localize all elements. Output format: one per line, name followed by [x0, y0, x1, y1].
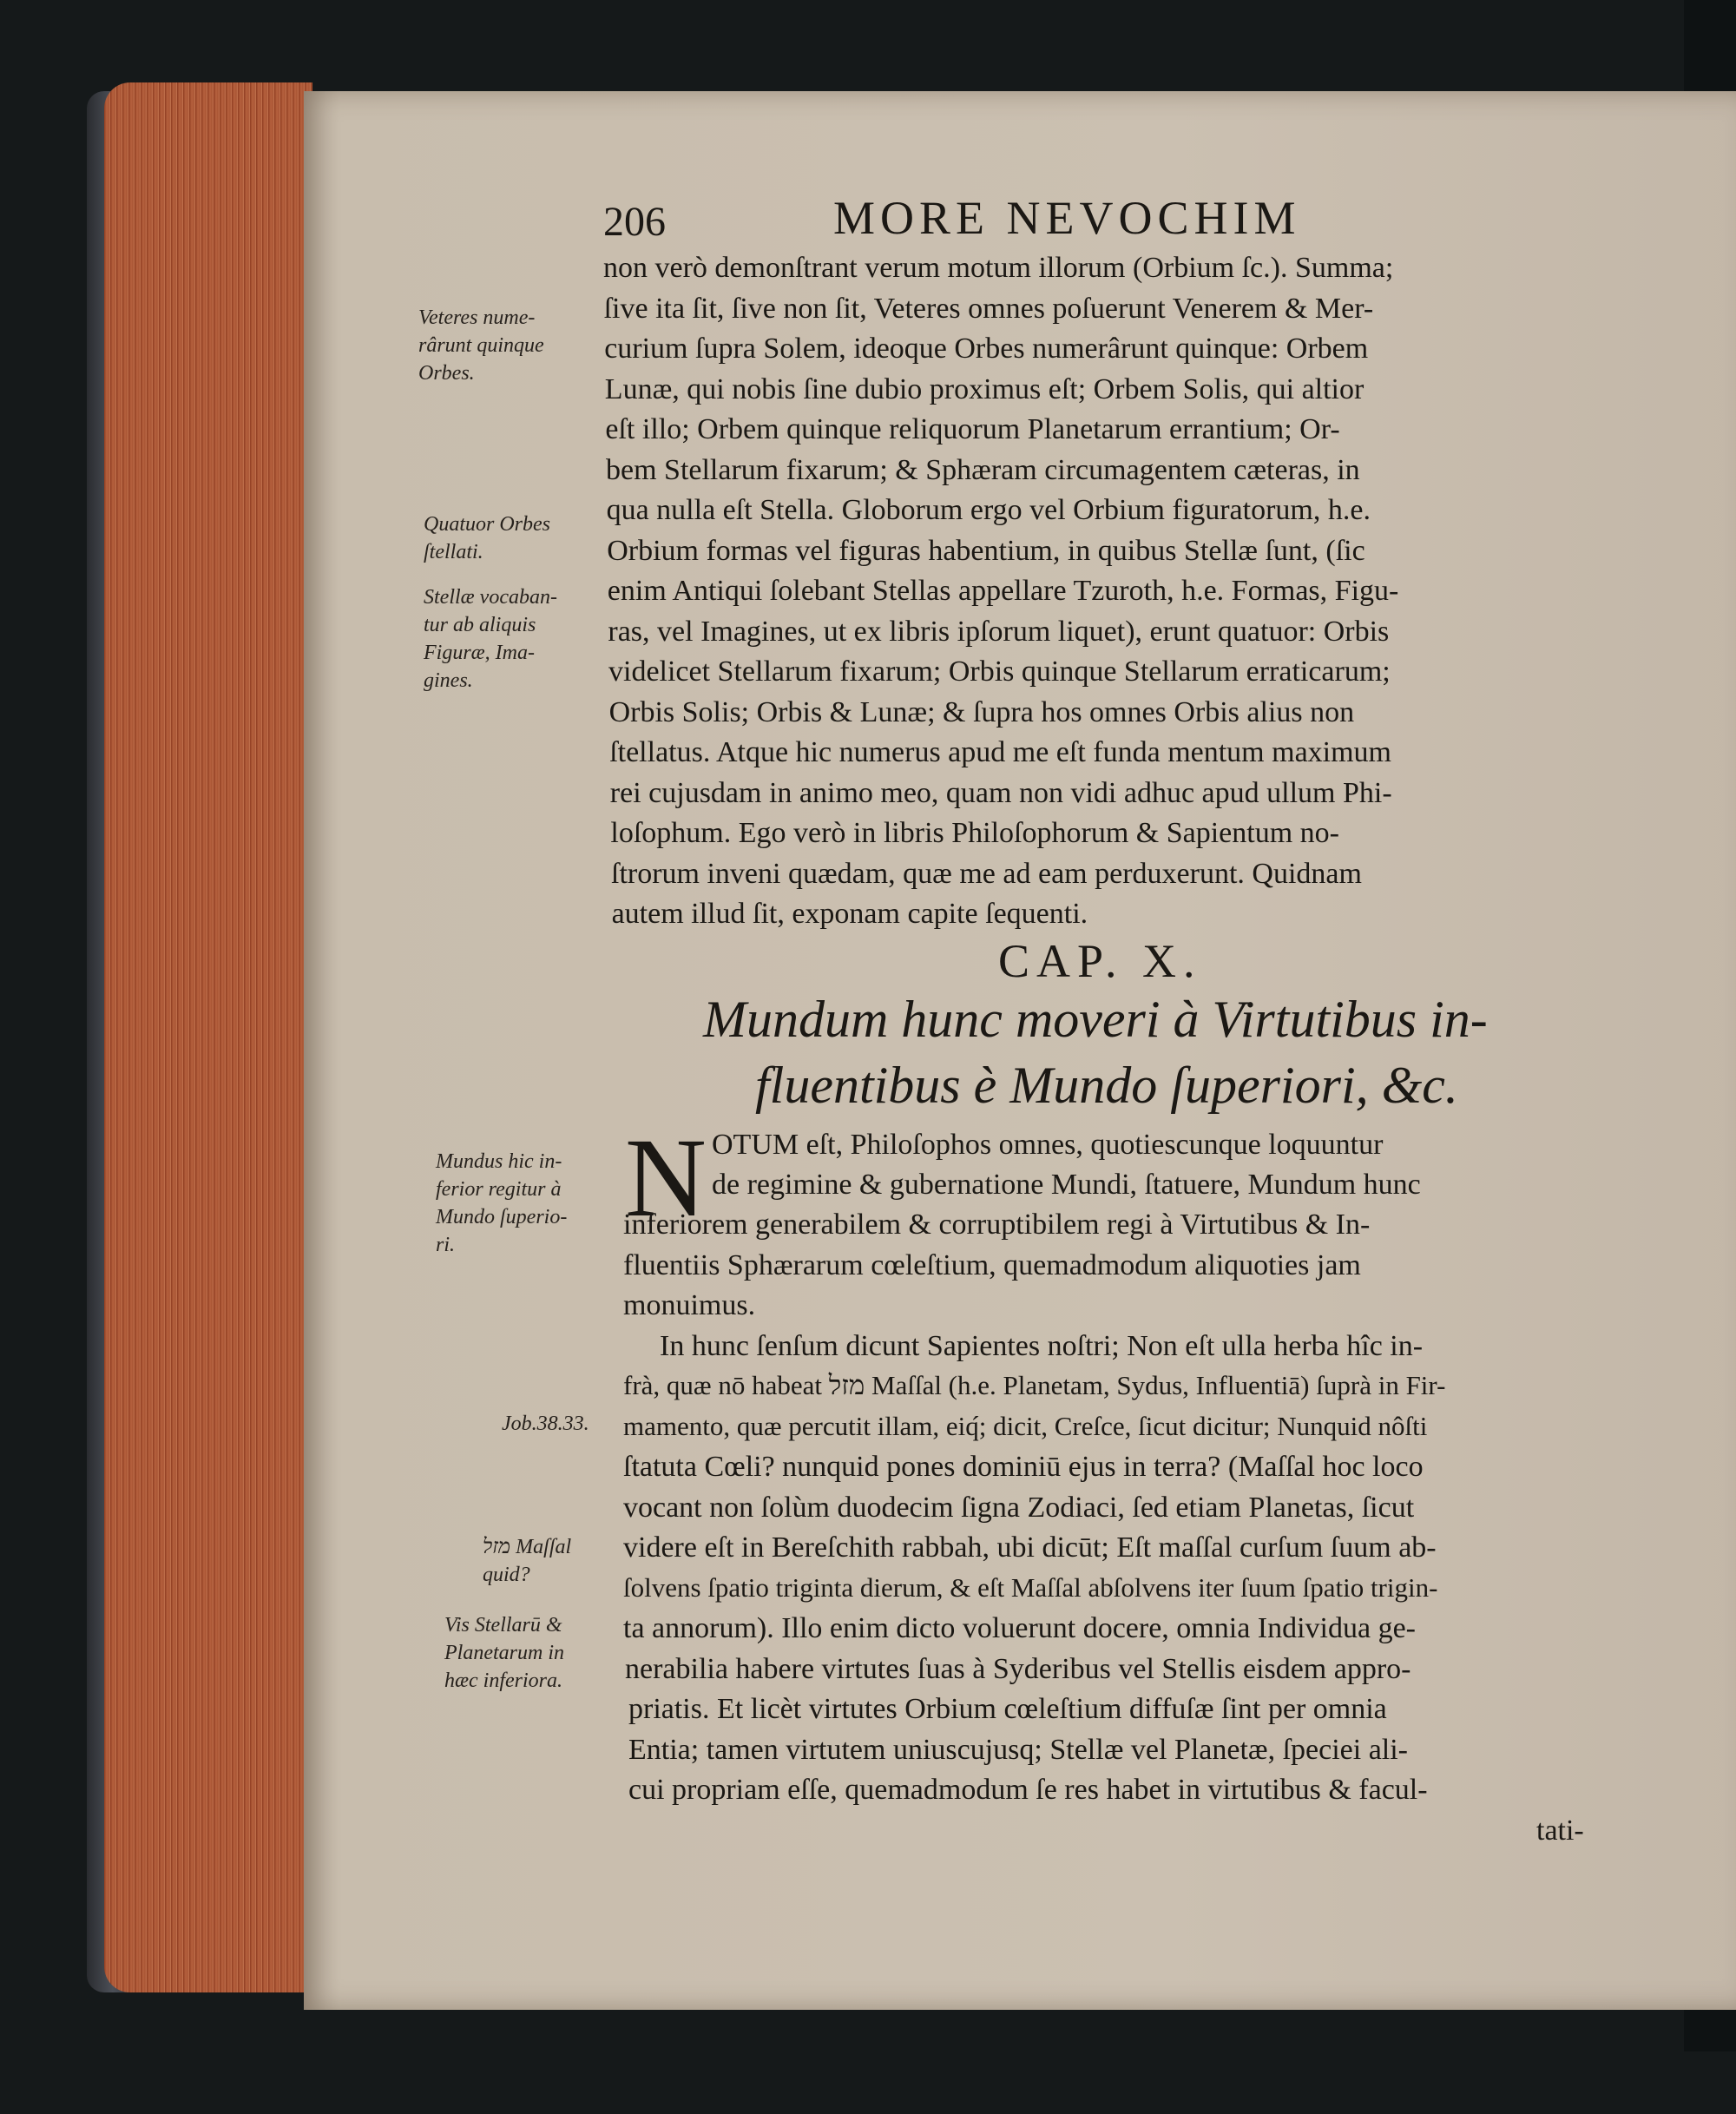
body-line: priatis. Et licèt virtutes Orbium cœleſtium diffuſæ ſint per omnia — [628, 1693, 1387, 1725]
body-line: ſolvens ſpatio triginta dierum, & eſt Maſſal abſolvens iter ſuum ſpatio trigin- — [623, 1571, 1438, 1603]
body-line: bem Stellarum fixarum; & Sphæram circumagentem cæteras, in — [606, 453, 1360, 486]
margin-note — [424, 510, 550, 566]
body-line: eſt illo; Orbem quinque reliquorum Planetarum errantium; Or- — [605, 413, 1340, 445]
margin-note-line: Stellæ vocaban- — [424, 586, 557, 609]
margin-note-line: ferior regitur à — [436, 1178, 562, 1201]
margin-note — [502, 1410, 589, 1438]
margin-note-line: rârunt quinque — [418, 334, 544, 357]
page-number: 206 — [603, 199, 666, 245]
body-line: autem illud ſit, exponam capite ſequenti. — [611, 898, 1088, 930]
margin-note-line: Mundus hic in- — [436, 1150, 562, 1173]
drop-capital: N — [625, 1116, 707, 1241]
chapter-title-line-2: fluentibus è Mundo ſuperiori, &c. — [755, 1057, 1458, 1114]
body-line: tati- — [1536, 1814, 1584, 1847]
margin-note-line: ri. — [436, 1234, 456, 1256]
body-line: mamento, quæ percutit illam, eiq́; dicit, Creſce, ſicut dicitur; Nunquid nôſti — [623, 1410, 1428, 1441]
margin-note-line: tur ab aliquis — [424, 614, 536, 636]
chapter-title-line-1: Mundum hunc moveri à Virtutibus in- — [703, 991, 1488, 1048]
body-line: ras, vel Imagines, ut ex libris ipſorum liquet), erunt quatuor: Orbis — [608, 615, 1390, 648]
margin-note-line: gines. — [424, 669, 473, 692]
body-line: inferiorem generabilem & corruptibilem regi à Virtutibus & In- — [623, 1208, 1371, 1241]
margin-note — [436, 1148, 567, 1259]
body-line: curium ſupra Solem, ideoque Orbes numerârunt quinque: Orbem — [604, 333, 1369, 365]
margin-note — [418, 304, 544, 387]
body-line: videlicet Stellarum fixarum; Orbis quinque Stellarum erraticarum; — [608, 655, 1391, 688]
body-line: ſtellatus. Atque hic numerus apud me eſt funda mentum maximum — [609, 736, 1392, 768]
body-line: monuimus. — [623, 1289, 756, 1321]
body-line: nerabilia habere virtutes ſuas à Syderibus vel Stellis eisdem appro- — [625, 1652, 1411, 1685]
page-edges — [104, 82, 312, 1992]
running-title: MORE NEVOCHIM — [833, 192, 1301, 244]
margin-note-line: Job.38.33. — [502, 1413, 589, 1435]
body-line: ſtrorum inveni quædam, quæ me ad eam perduxerunt. Quidnam — [611, 857, 1362, 890]
body-line: Entia; tamen virtutem uniuscujusq; Stellæ vel Planetæ, ſpeciei ali- — [628, 1733, 1408, 1766]
body-line: de regimine & gubernatione Mundi, ſtatuere, Mundum hunc — [712, 1169, 1421, 1201]
margin-note-line: Planetarum in — [444, 1642, 564, 1664]
body-line: ſive ita ſit, ſive non ſit, Veteres omnes poſuerunt Venerem & Mer- — [603, 292, 1374, 325]
body-line: frà, quæ nō habeat מזל Maſſal (h.e. Planetam, Sydus, Influentiā) ſuprà in Fir- — [623, 1370, 1446, 1400]
body-line: ta annorum). Illo enim dicto voluerunt docere, omnia Individua ge- — [623, 1612, 1417, 1644]
body-line: fluentiis Sphærarum cœleſtium, quemadmodum aliquoties jam — [623, 1248, 1361, 1281]
margin-note-line: ſtellati. — [424, 541, 483, 563]
margin-note-line: Orbes. — [418, 362, 475, 385]
body-line: rei cujusdam in animo meo, quam non vidi adhuc apud ullum Phi- — [609, 776, 1392, 809]
margin-note-line: quid? — [483, 1564, 530, 1586]
margin-note — [424, 583, 557, 695]
margin-note-line: hæc inferiora. — [444, 1669, 562, 1692]
margin-note — [483, 1533, 571, 1589]
margin-note-line: Figuræ, Ima- — [424, 642, 535, 664]
body-line: In hunc ſenſum dicunt Sapientes noſtri; Non eſt ulla herba hîc in- — [660, 1329, 1424, 1362]
body-line: OTUM eſt, Philoſophos omnes, quotiescunque loquuntur — [712, 1129, 1384, 1161]
body-line: Orbium formas vel figuras habentium, in quibus Stellæ ſunt, (ſic — [607, 534, 1365, 567]
body-line: videre eſt in Bereſchith rabbah, ubi dicūt; Eſt maſſal curſum ſuum ab- — [623, 1531, 1437, 1564]
chapter-number: CAP. X. — [998, 935, 1202, 987]
body-line: qua nulla eſt Stella. Globorum ergo vel Orbium figuratorum, h.e. — [606, 494, 1371, 526]
body-line: ſtatuta Cœli? nunquid pones dominiū ejus in terra? (Maſſal hoc loco — [623, 1451, 1424, 1483]
body-line: vocant non ſolùm duodecim ſigna Zodiaci, ſed etiam Planetas, ſicut — [623, 1491, 1415, 1524]
body-line: enim Antiqui ſolebant Stellas appellare Tzuroth, h.e. Formas, Figu- — [607, 575, 1399, 607]
body-line: Orbis Solis; Orbis & Lunæ; & ſupra hos omnes Orbis alius non — [608, 695, 1355, 728]
margin-note-line: Vis Stellarū & — [444, 1614, 562, 1637]
body-line: cui propriam eſſe, quemadmodum ſe res habet in virtutibus & facul- — [628, 1774, 1428, 1806]
body-line: Lunæ, qui nobis ſine dubio proximus eſt; Orbem Solis, qui altior — [604, 372, 1364, 405]
margin-note-line: Mundo ſuperio- — [436, 1206, 568, 1228]
margin-note-line: Veteres nume- — [418, 306, 536, 329]
body-line: loſophum. Ego verò in libris Philoſophorum & Sapientum no- — [610, 817, 1339, 849]
margin-note — [444, 1611, 564, 1695]
margin-note-line: Quatuor Orbes — [424, 513, 551, 536]
body-line: non verò demonſtrant verum motum illorum (Orbium ſc.). Summa; — [603, 252, 1394, 284]
margin-note-line: מזל Maſſal — [483, 1536, 572, 1558]
